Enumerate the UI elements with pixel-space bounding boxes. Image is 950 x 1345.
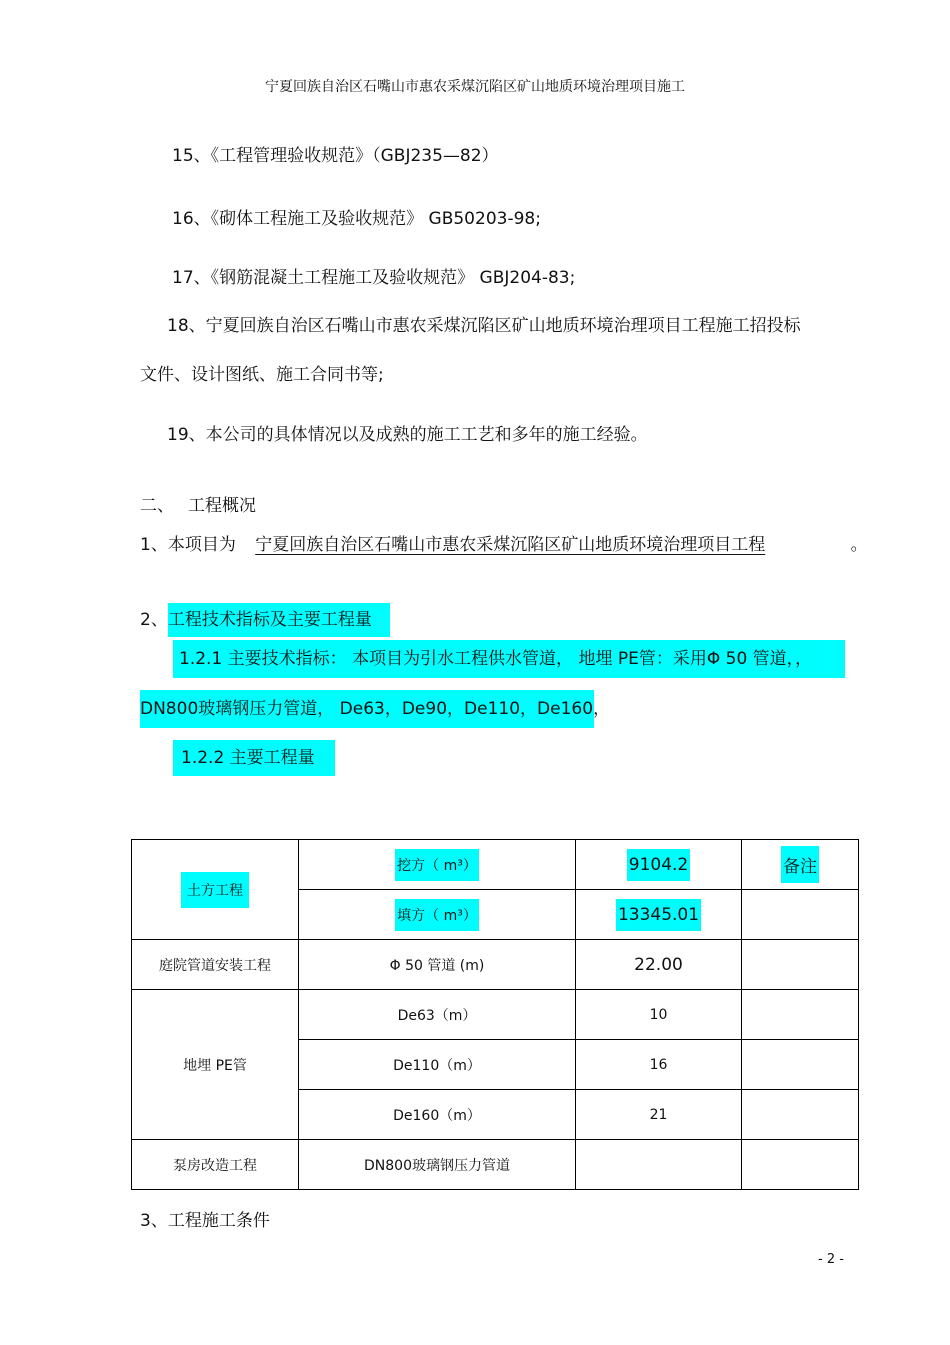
- section-2-number: 二、: [140, 496, 174, 516]
- item-2-prefix: 2、: [140, 610, 168, 630]
- reference-16: 16、《砌体工程施工及验收规范》 GB50203-98;: [172, 209, 541, 229]
- table-row: [132, 840, 859, 890]
- pe-value-de110: 16: [576, 1040, 742, 1090]
- table-row: [132, 990, 859, 1040]
- dig-value: 9104.2: [627, 849, 690, 881]
- item-2-title: 工程技术指标及主要工程量: [168, 603, 390, 637]
- dig-label: 挖方（ m³）: [395, 849, 479, 881]
- pe-item-de63: De63（m）: [299, 990, 576, 1040]
- project-prefix: 1、本项目为: [140, 535, 236, 555]
- empty-cell: [742, 940, 859, 990]
- reference-18-line1: 18、宁夏回族自治区石嘴山市惠农采煤沉陷区矿山地质环境治理项目工程施工招投标: [167, 316, 801, 336]
- table-row: [132, 1140, 859, 1190]
- item-3-heading: 3、工程施工条件: [140, 1211, 270, 1231]
- empty-cell: [742, 1040, 859, 1090]
- pe-item-de160: De160（m）: [299, 1090, 576, 1140]
- empty-cell: [576, 1140, 742, 1190]
- courtyard-value: 22.00: [576, 940, 742, 990]
- courtyard-item: Φ 50 管道 (m): [299, 940, 576, 990]
- earthwork-label: 土方工程: [181, 872, 249, 908]
- pe-value-de63: 10: [576, 990, 742, 1040]
- fill-label: 填方（ m³）: [395, 899, 479, 931]
- project-statement: [140, 534, 868, 556]
- note-label: 备注: [781, 846, 819, 883]
- reference-17: 17、《钢筋混凝土工程施工及验收规范》 GBJ204-83;: [172, 268, 576, 288]
- courtyard-label: 庭院管道安装工程: [132, 940, 299, 990]
- pe-value-de160: 21: [576, 1090, 742, 1140]
- empty-cell: [742, 890, 859, 940]
- page-number: - 2 -: [818, 1252, 844, 1267]
- item-2-heading: [140, 603, 390, 637]
- pump-item: DN800玻璃钢压力管道: [299, 1140, 576, 1190]
- project-name: 宁夏回族自治区石嘴山市惠农采煤沉陷区矿山地质环境治理项目工程: [255, 535, 766, 555]
- project-suffix: 。: [850, 535, 868, 555]
- empty-cell: [742, 1090, 859, 1140]
- earthwork-label-cell: [132, 840, 299, 940]
- pe-item-de110: De110（m）: [299, 1040, 576, 1090]
- tech-indicators-line2: DN800玻璃钢压力管道， De63，De90，De110，De160，: [140, 690, 594, 728]
- empty-cell: [742, 1140, 859, 1190]
- page-header: 宁夏回族自治区石嘴山市惠农采煤沉陷区矿山地质环境治理项目施工: [265, 79, 685, 95]
- section-2-title: 工程概况: [188, 496, 256, 516]
- fill-label-cell: [299, 890, 576, 940]
- fill-value-cell: [576, 890, 742, 940]
- quantities-heading: 1.2.2 主要工程量: [173, 740, 335, 776]
- dig-value-cell: [576, 840, 742, 890]
- table-row: [132, 940, 859, 990]
- pump-label: 泵房改造工程: [132, 1140, 299, 1190]
- reference-18-line2: 文件、设计图纸、施工合同书等;: [140, 365, 384, 385]
- quantities-table: [131, 839, 859, 1190]
- reference-19: 19、本公司的具体情况以及成熟的施工工艺和多年的施工经验。: [167, 425, 648, 445]
- reference-15: 15、《工程管理验收规范》（GBJ235—82）: [172, 146, 499, 166]
- pe-pipe-label: 地埋 PE管: [132, 990, 299, 1140]
- note-cell: [742, 840, 859, 890]
- tech-indicators-line1: 1.2.1 主要技术指标： 本项目为引水工程供水管道， 地埋 PE管：采用Φ 50 管道，，: [173, 640, 845, 678]
- fill-value: 13345.01: [616, 899, 701, 931]
- empty-cell: [742, 990, 859, 1040]
- dig-label-cell: [299, 840, 576, 890]
